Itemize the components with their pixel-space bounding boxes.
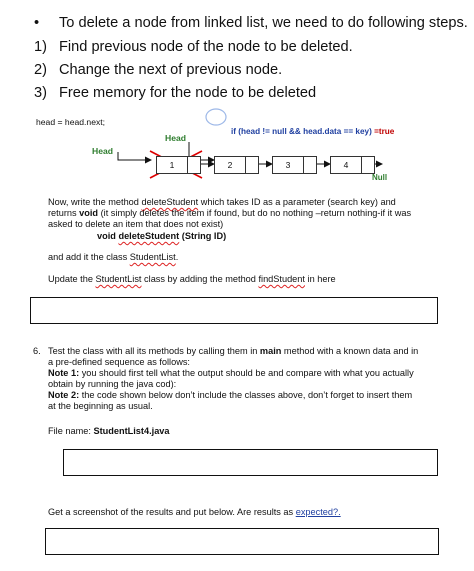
- method-name-delete: deleteStudent: [141, 197, 199, 207]
- node-value-1: 1: [157, 157, 188, 173]
- condition-result: =true: [374, 127, 395, 136]
- method-name-find: findStudent: [258, 274, 305, 284]
- screenshot-instruction: Get a screenshot of the results and put below. Are results as expected?.: [48, 507, 341, 517]
- q6-line-2: a pre-defined sequence as follows:: [48, 357, 190, 367]
- head-label-new: Head: [165, 133, 187, 143]
- node-value-4: 4: [331, 157, 362, 173]
- condition-prefix: if (head != null && head.data == key): [231, 127, 375, 136]
- expected-link: expected?.: [295, 507, 341, 517]
- step-1-text: Find previous node of the node to be deleted.: [59, 39, 353, 55]
- method-signature: void deleteStudent (String ID): [97, 231, 227, 241]
- task-line-3: asked to delete an item that does not exist): [48, 219, 224, 229]
- step-3-text: Free memory for the node to be deleted: [59, 85, 317, 101]
- head-label-old: Head: [92, 146, 114, 156]
- step-2-number: 2): [34, 62, 47, 78]
- code-head-next: head = head.next;: [36, 117, 106, 127]
- note-1-line-2: obtain by running the java cod):: [48, 379, 177, 389]
- list-node-1: [156, 156, 201, 174]
- cursor-circle-icon: [206, 109, 226, 125]
- update-class-line: Update the StudentList class by adding the method findStudent in here: [48, 274, 336, 284]
- step-3-number: 3): [34, 85, 47, 101]
- task-line-2: returns void (it simply deletes the item if found, but do no nothing –return nothing-if it was: [48, 208, 412, 218]
- null-label: Null: [372, 173, 388, 182]
- file-name: StudentList4.java: [93, 426, 170, 436]
- intro-bullet-text: To delete a node from linked list, we need to do following steps.: [59, 15, 468, 31]
- file-name-line: File name: StudentList4.java: [48, 426, 170, 436]
- step-1-number: 1): [34, 39, 47, 55]
- node-value-2: 2: [215, 157, 246, 173]
- step-2-text: Change the next of previous node.: [59, 62, 283, 78]
- note-2-line-1: Note 2: the code shown below don’t include the classes above, don’t forget to insert them: [48, 390, 413, 400]
- node-value-3: 3: [273, 157, 304, 173]
- note-1-line-1: Note 1: you should first tell what the output should be and compare with what you actually: [48, 368, 414, 378]
- add-class-line: and add it the class StudentList.: [48, 252, 179, 262]
- q6-line-1: Test the class with all its methods by calling them in main method with a known data and in: [48, 346, 419, 356]
- answer-box-code[interactable]: [63, 449, 438, 476]
- list-node-4: [330, 156, 375, 174]
- class-name-studentlist: StudentList: [129, 252, 176, 262]
- task-line-1: Now, write the method deleteStudent which takes ID as a parameter (search key) and: [48, 197, 396, 207]
- bullet-symbol: •: [34, 15, 40, 31]
- question-6-number: 6.: [33, 346, 41, 356]
- answer-box-screenshot[interactable]: [45, 528, 439, 555]
- list-node-2: [214, 156, 259, 174]
- answer-box-findstudent[interactable]: [30, 297, 438, 324]
- note-2-line-2: at the beginning as usual.: [48, 401, 153, 411]
- list-node-3: [272, 156, 317, 174]
- old-head-arrow: [118, 152, 151, 160]
